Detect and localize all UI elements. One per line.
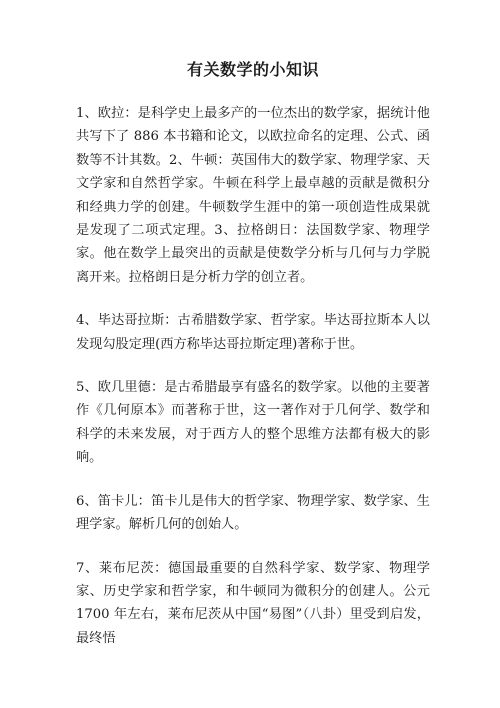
- paragraph-pythagoras: 4、毕达哥拉斯：古希腊数学家、哲学家。毕达哥拉斯本人以发现勾股定理(西方称毕达哥拉斯定理)著称于世。: [76, 313, 430, 352]
- paragraph-euler-newton-lagrange: 1、欧拉：是科学史上最多产的一位杰出的数学家，据统计他共写下了 886 本书籍和论文，以欧拉命名的定理、公式、函数等不计其数。2、牛顿：英国伟大的数学家、物理学家、天文学家和自然哲学家。牛顿在科学上最卓越的贡献是微积分和经典力学的创建。牛顿数学生涯中的第一项创造性成果就是发现了二项式定理。3、拉格朗日：法国数学家、物理学家。他在数学上最突出的贡献是使数学分析与几何与力学脱离开来。拉格朗日是分析力学的创立者。: [76, 106, 430, 285]
- paragraph-leibniz: 7、莱布尼茨：德国最重要的自然科学家、数学家、物理学家、历史学家和哲学家，和牛顿同为微积分的创建人。公元 1700 年左右，莱布尼茨从中国“易图”（八卦）里受到启发，最终悟: [76, 560, 430, 646]
- paragraph-euclid: 5、欧几里德：是古希腊最享有盛名的数学家。以他的主要著作《几何原本》而著称于世，这一著作对于几何学、数学和科学的未来发展，对于西方人的整个思维方法都有极大的影响。: [76, 380, 430, 466]
- document-title: 有关数学的小知识: [186, 60, 319, 79]
- paragraph-descartes: 6、笛卡儿：笛卡儿是伟大的哲学家、物理学家、数学家、生理学家。解析几何的创始人。: [76, 493, 430, 533]
